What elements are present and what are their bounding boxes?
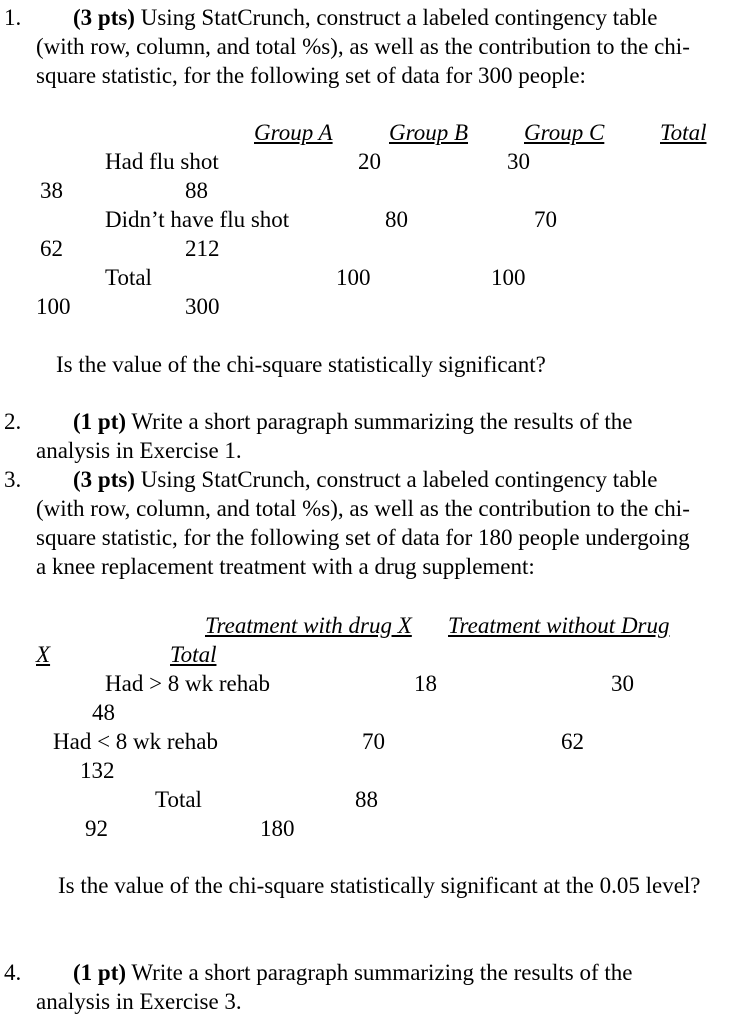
t1-row1-cell: 38 [40,178,63,203]
q1-line1 [73,3,657,32]
q4-points: (1 pt) [73,960,127,985]
q3-line3: square statistic, for the following set of data for 180 people undergoing [36,525,690,550]
t1-row3-cell: 100 [491,265,526,290]
t1-row1-cell: 88 [185,178,208,203]
q4-text-1: Write a short paragraph summarizing the results of the [131,960,633,985]
q3-line2: (with row, column, and total %s), as well as the contribution to the chi- [36,496,690,521]
q2-number: 2. [4,409,22,434]
q4-number: 4. [4,960,22,985]
t2-header-without-drug-cont: X [36,642,51,667]
t2-row3-label: Total [155,787,202,812]
q3-number: 3. [4,467,22,492]
t1-header-group-c: Group C [524,120,605,145]
t1-row1-cell: 30 [507,149,530,174]
t2-header-total: Total [170,642,217,667]
t2-row3-cell: 180 [260,816,295,841]
q2-line1 [73,407,632,436]
q1-points: (3 pts) [73,5,135,30]
t1-row3-cell: 100 [336,265,371,290]
q3-line1 [73,465,657,494]
t2-header-with-drug: Treatment with drug X [205,613,412,638]
t2-row1-label: Had > 8 wk rehab [105,671,270,696]
t2-row1-cell: 48 [92,700,115,725]
t2-header-without-drug: Treatment without Drug [448,613,670,638]
t1-row2-cell: 70 [534,207,557,232]
q1-line2: (with row, column, and total %s), as well as the contribution to the chi- [36,34,690,59]
t1-row2-cell: 212 [185,236,220,261]
t1-header-group-a: Group A [254,120,333,145]
t1-header-total: Total [660,120,707,145]
t2-row3-cell: 88 [355,787,378,812]
q3-text-1: Using StatCrunch, construct a labeled contingency table [140,467,658,492]
t2-row2-cell: 70 [362,729,385,754]
q2-points: (1 pt) [73,409,127,434]
t2-row3-cell: 92 [85,816,108,841]
t2-row1-cell: 18 [414,671,437,696]
t1-row3-label: Total [105,265,152,290]
q2-text-1: Write a short paragraph summarizing the results of the [131,409,633,434]
t2-row1-cell: 30 [611,671,634,696]
t1-header-group-b: Group B [389,120,469,145]
q1-text-1: Using StatCrunch, construct a labeled contingency table [140,5,658,30]
t1-row3-cell: 300 [185,294,220,319]
q3-question: Is the value of the chi-square statistically significant at the 0.05 level? [58,873,701,898]
t1-row2-cell: 80 [385,207,408,232]
q4-line2: analysis in Exercise 3. [36,989,242,1014]
q3-points: (3 pts) [73,467,135,492]
t1-row1-label: Had flu shot [105,149,219,174]
t1-row3-cell: 100 [36,294,71,319]
q3-line4: a knee replacement treatment with a drug supplement: [36,554,535,579]
t1-row2-cell: 62 [40,236,63,261]
q4-line1 [73,958,632,987]
q1-question: Is the value of the chi-square statistically significant? [56,352,546,377]
t2-row2-cell: 62 [561,729,584,754]
t2-row2-cell: 132 [80,758,115,783]
q2-line2: analysis in Exercise 1. [36,438,242,463]
t2-row2-label: Had < 8 wk rehab [53,729,218,754]
q1-line3: square statistic, for the following set of data for 300 people: [36,63,586,88]
q1-number: 1. [4,5,22,30]
t1-row2-label: Didn’t have flu shot [105,207,290,232]
t1-row1-cell: 20 [358,149,381,174]
